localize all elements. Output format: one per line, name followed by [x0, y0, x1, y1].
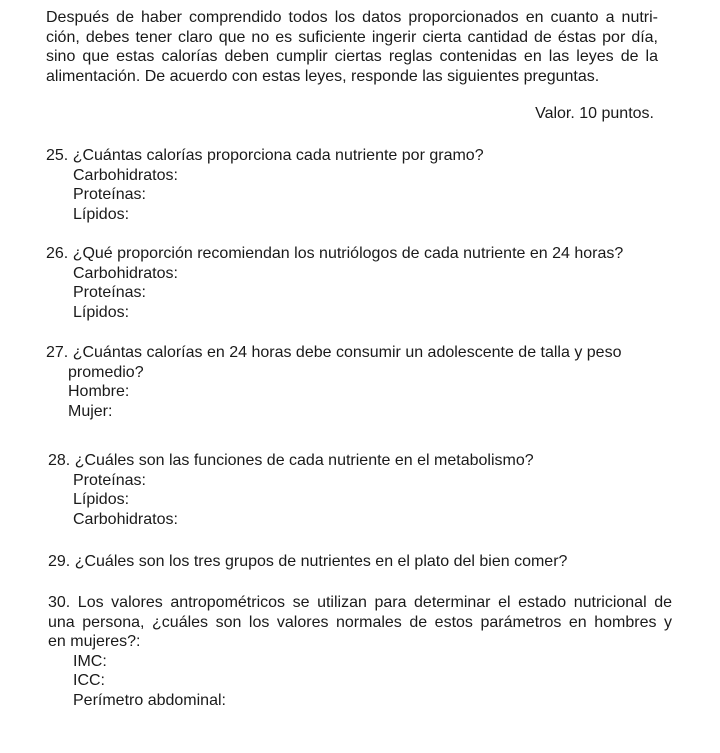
question-title: 28. ¿Cuáles son las funciones de cada nutriente en el metabolismo? [48, 452, 534, 469]
question-title: 26. ¿Qué proporción recomiendan los nutriólogos de cada nutriente en 24 horas? [46, 245, 624, 262]
answer-label-imc: IMC: [73, 652, 107, 670]
intro-line: alimentación. De acuerdo con estas leyes, responde las siguientes preguntas. [46, 67, 600, 85]
answer-label-lipidos: Lípidos: [73, 491, 130, 508]
question-title: 25. ¿Cuántas calorías proporciona cada nutriente por gramo? [46, 147, 484, 164]
answer-label-perimetro-abdominal: Perímetro abdominal: [73, 691, 226, 709]
question-title-line: en mujeres?: [48, 633, 141, 650]
answer-label-icc: ICC: [73, 672, 105, 689]
answer-label-lipidos: Lípidos: [73, 303, 130, 321]
question-title: 29. ¿Cuáles son los tres grupos de nutrientes en el plato del bien comer? [48, 553, 568, 570]
question-28 [48, 451, 534, 529]
question-title-line: 30. Los valores antropométricos se utilizan para determinar el estado nutricional de [48, 594, 672, 611]
question-25 [46, 146, 484, 224]
answer-label-proteinas: Proteínas: [73, 186, 146, 203]
answer-label-carbohidratos: Carbohidratos: [73, 166, 178, 184]
intro-line: sino que estas calorías deben cumplir ciertas reglas contenidas en las leyes de la [46, 48, 658, 65]
answer-label-proteinas: Proteínas: [73, 471, 146, 489]
intro-line: Después de haber comprendido todos los datos proporcionados en cuanto a nutri- [46, 9, 658, 26]
answer-label-carbohidratos: Carbohidratos: [73, 510, 178, 528]
question-30 [48, 593, 672, 710]
answer-label-carbohidratos: Carbohidratos: [73, 264, 178, 282]
question-29 [48, 552, 567, 572]
answer-label-hombre: Hombre: [68, 383, 130, 400]
question-title-line: 27. ¿Cuántas calorías en 24 horas debe consumir un adolescente de talla y peso [46, 344, 622, 361]
answer-label-mujer: Mujer: [68, 402, 113, 420]
question-27 [46, 343, 621, 421]
answer-label-lipidos: Lípidos: [73, 205, 130, 223]
intro-paragraph [46, 8, 658, 86]
question-26 [46, 244, 623, 322]
question-title-line: promedio? [68, 363, 144, 381]
intro-line: ción, debes tener claro que no es suficiente ingerir cierta cantidad de éstas por día, [46, 28, 658, 46]
score-value: Valor. 10 puntos. [535, 105, 654, 122]
answer-label-proteinas: Proteínas: [73, 284, 146, 301]
question-title-line: una persona, ¿cuáles son los valores normales de estos parámetros en hombres y [48, 613, 672, 631]
